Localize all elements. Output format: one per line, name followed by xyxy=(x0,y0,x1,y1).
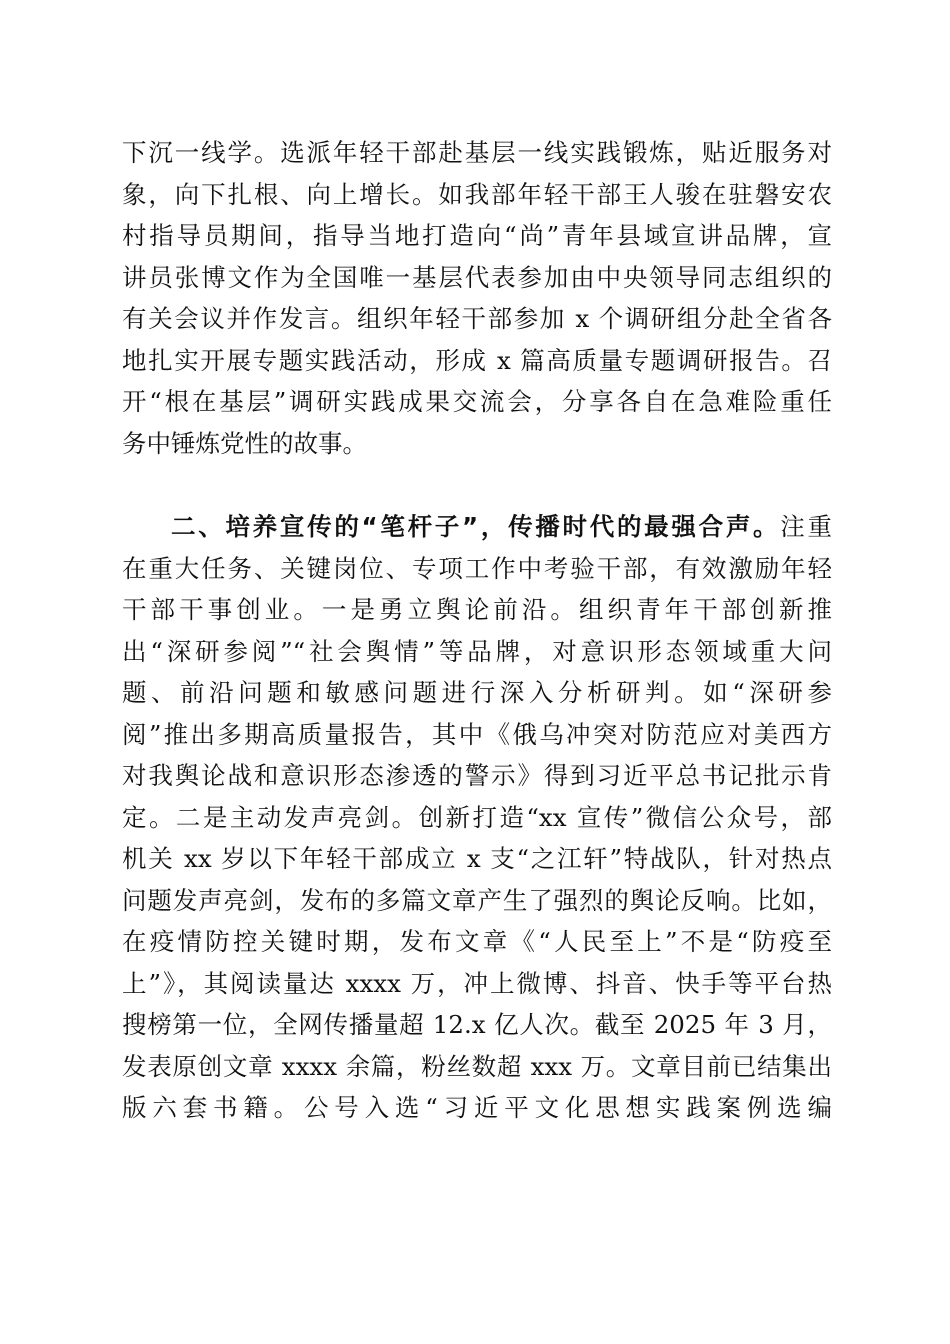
text-line: 下沉一线学。选派年轻干部赴基层一线实践锻炼，贴近服务对 xyxy=(122,138,832,167)
section-heading: 二、培养宣传的“笔杆子”，传播时代的最强合声。 xyxy=(171,512,781,541)
paragraph-section-two xyxy=(122,506,832,1129)
text-line: 搜榜第一位，全网传播量超 12.x 亿人次。截至 2025 年 3 月， xyxy=(122,1010,832,1039)
text-line: 问题发声亮剑，发布的多篇文章产生了强烈的舆论反响。比如， xyxy=(122,885,832,915)
text-line: 村指导员期间，指导当地打造向“尚”青年县域宣讲品牌，宣 xyxy=(122,221,832,250)
text-line: 干部干事创业。一是勇立舆论前沿。组织青年干部创新推 xyxy=(122,595,832,624)
text-line: 机关 xx 岁以下年轻干部成立 x 支“之江轩”特战队，针对热点 xyxy=(122,844,832,873)
text-line: 版六套书籍。公号入选“习近平文化思想实践案例选编 xyxy=(122,1093,832,1122)
paragraph-continuation xyxy=(122,132,832,464)
text-line: 象，向下扎根、向上增长。如我部年轻干部王人骏在驻磐安农 xyxy=(122,179,832,209)
text-line: 在疫情防控关键时期，发布文章《“人民至上”不是“防疫至 xyxy=(122,927,832,956)
text-line: 题、前沿问题和敏感问题进行深入分析研判。如“深研参 xyxy=(122,678,832,707)
text-line: 务中锤炼党性的故事。 xyxy=(122,428,367,458)
text-line: 对我舆论战和意识形态渗透的警示》得到习近平总书记批示肯 xyxy=(122,761,832,790)
text-run: 注重 xyxy=(780,512,833,541)
text-line: 上”》，其阅读量达 xxxx 万，冲上微博、抖音、快手等平台热 xyxy=(122,968,832,998)
text-line: 讲员张博文作为全国唯一基层代表参加由中央领导同志组织的 xyxy=(122,262,832,292)
section-heading-line xyxy=(122,506,832,548)
text-line: 出“深研参阅”“社会舆情”等品牌，对意识形态领域重大问 xyxy=(122,636,832,666)
text-line: 定。二是主动发声亮剑。创新打造“xx 宣传”微信公众号，部 xyxy=(122,802,832,832)
text-line: 地扎实开展专题实践活动，形成 x 篇高质量专题调研报告。召 xyxy=(122,345,832,375)
text-line: 开“根在基层”调研实践成果交流会，分享各自在急难险重任 xyxy=(122,387,832,416)
text-line: 发表原创文章 xxxx 余篇，粉丝数超 xxx 万。文章目前已结集出 xyxy=(122,1051,832,1081)
text-line: 阅”推出多期高质量报告，其中《俄乌冲突对防范应对美西方 xyxy=(122,719,832,749)
text-line: 在重大任务、关键岗位、专项工作中考验干部，有效激励年轻 xyxy=(122,553,832,583)
text-line: 有关会议并作发言。组织年轻干部参加 x 个调研组分赴全省各 xyxy=(122,304,832,333)
